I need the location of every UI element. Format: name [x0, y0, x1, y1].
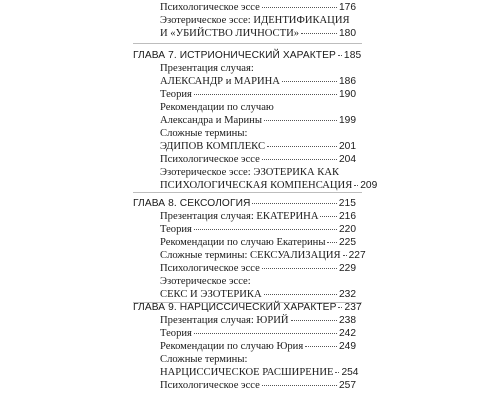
toc-entry-page: 242 [339, 328, 356, 339]
toc-entry-title: Психологическое эссе [160, 154, 260, 165]
toc-entry-page: 229 [339, 263, 356, 274]
toc-entry-title: Теория [160, 224, 192, 235]
chapter-page: 215 [338, 198, 356, 209]
toc-entry[interactable] [160, 367, 359, 379]
toc-entry-title: Александра и Марины [160, 115, 262, 126]
toc-entry-line[interactable] [160, 354, 356, 366]
chapter-page: 185 [343, 50, 362, 61]
toc-entry-title: Сложные термины: [160, 128, 248, 139]
toc-entry[interactable] [160, 315, 356, 327]
dot-leader [291, 320, 337, 321]
toc-entry[interactable] [160, 380, 356, 392]
toc-entry-page: 201 [339, 141, 356, 152]
toc-entry-page: 190 [339, 89, 356, 100]
chapter-heading[interactable] [133, 50, 362, 62]
dot-leader [301, 33, 337, 34]
toc-entry-page: 199 [339, 115, 356, 126]
dot-leader [194, 333, 337, 334]
toc-entry-page: 220 [339, 224, 356, 235]
toc-entry-line[interactable] [160, 167, 356, 179]
toc-entry-title: АЛЕКСАНДР и МАРИНА [160, 76, 280, 87]
dot-leader [264, 294, 337, 295]
toc-entry-page: 227 [348, 250, 366, 261]
toc-entry[interactable] [160, 289, 356, 301]
toc-entry[interactable] [160, 250, 366, 262]
chapter-title: ГЛАВА 8. СЕКСОЛОГИЯ [133, 198, 251, 209]
toc-entry-title: Сложные термины: [160, 354, 248, 365]
chapter-heading[interactable] [133, 198, 356, 210]
toc-entry[interactable] [160, 2, 356, 14]
toc-entry-page: 204 [339, 154, 356, 165]
dot-leader [267, 146, 337, 147]
toc-entry-title: Рекомендации по случаю Юрия [160, 341, 304, 352]
toc-entry-line[interactable] [160, 102, 356, 114]
dot-leader [252, 203, 336, 204]
toc-entry-page: 254 [341, 367, 359, 378]
toc-entry-title: НАРЦИССИЧЕСКОЕ РАСШИРЕНИЕ [160, 367, 334, 378]
toc-entry-title: Психологическое эссе [160, 263, 260, 274]
toc-entry-title: ЭДИПОВ КОМПЛЕКС [160, 141, 266, 152]
toc-entry[interactable] [160, 224, 356, 236]
dot-leader [262, 7, 337, 8]
dot-leader [327, 242, 337, 243]
toc-entry-page: 209 [360, 180, 378, 191]
toc-entry-page: 216 [339, 211, 356, 222]
toc-entry-title: ПСИХОЛОГИЧЕСКАЯ КОМПЕНСАЦИЯ [160, 180, 353, 191]
toc-entry[interactable] [160, 28, 356, 40]
dot-leader [262, 159, 337, 160]
dot-leader [262, 385, 337, 386]
toc-entry-page: 249 [339, 341, 356, 352]
toc-entry-title: Презентация случая: ЮРИЙ [160, 315, 289, 326]
toc-entry[interactable] [160, 76, 356, 88]
toc-entry-title: Рекомендации по случаю Екатерины [160, 237, 326, 248]
toc-entry-title: Эзотерическое эссе: ЭЗОТЕРИКА КАК [160, 167, 340, 178]
toc-entry[interactable] [160, 211, 356, 223]
section-divider [133, 192, 362, 193]
toc-entry-line[interactable] [160, 276, 356, 288]
toc-entry[interactable] [160, 237, 356, 249]
toc-entry-title: Эзотерическое эссе: ИДЕНТИФИКАЦИЯ [160, 15, 350, 26]
toc-entry-title: Рекомендации по случаю [160, 102, 274, 113]
chapter-heading[interactable] [133, 302, 362, 314]
dot-leader [194, 229, 337, 230]
toc-entry-page: 180 [339, 28, 356, 39]
toc-entry[interactable] [160, 263, 356, 275]
toc-entry-title: Эзотерическое эссе: [160, 276, 251, 287]
toc-entry-page: 225 [339, 237, 356, 248]
dot-leader [335, 372, 339, 373]
toc-entry-page: 232 [339, 289, 356, 300]
toc-entry-title: СЕКС И ЭЗОТЕРИКА [160, 289, 262, 300]
toc-entry[interactable] [160, 115, 356, 127]
toc-entry[interactable] [160, 328, 356, 340]
toc-entry-title: И «УБИЙСТВО ЛИЧНОСТИ» [160, 28, 300, 39]
chapter-page: 237 [344, 302, 362, 313]
toc-entry-page: 238 [339, 315, 356, 326]
toc-entry-line[interactable] [160, 15, 356, 27]
chapter-title: ГЛАВА 7. ИСТРИОНИЧЕСКИЙ ХАРАКТЕР [133, 50, 336, 61]
dot-leader [354, 185, 358, 186]
toc-entry-page: 257 [339, 380, 356, 391]
dot-leader [262, 268, 337, 269]
toc-entry-page: 186 [339, 76, 356, 87]
toc-entry[interactable] [160, 89, 356, 101]
toc-entry-title: Психологическое эссе [160, 380, 260, 391]
dot-leader [338, 55, 342, 56]
toc-entry-title: Презентация случая: ЕКАТЕРИНА [160, 211, 319, 222]
section-divider [133, 43, 362, 44]
toc-entry-line[interactable] [160, 128, 356, 140]
toc-entry[interactable] [160, 141, 356, 153]
dot-leader [282, 81, 337, 82]
dot-leader [264, 120, 337, 121]
dot-leader [338, 307, 342, 308]
dot-leader [305, 346, 337, 347]
dot-leader [343, 255, 347, 256]
toc-entry[interactable] [160, 341, 356, 353]
toc-entry-line[interactable] [160, 63, 356, 75]
toc-entry-title: Сложные термины: СЕКСУАЛИЗАЦИЯ [160, 250, 341, 261]
toc-entry-title: Презентация случая: [160, 63, 254, 74]
toc-entry-title: Теория [160, 328, 192, 339]
dot-leader [194, 94, 337, 95]
toc-entry[interactable] [160, 180, 378, 192]
toc-entry-page: 176 [339, 2, 356, 13]
toc-entry-title: Теория [160, 89, 192, 100]
dot-leader [320, 216, 337, 217]
chapter-title: ГЛАВА 9. НАРЦИССИЧЕСКИЙ ХАРАКТЕР [133, 302, 337, 313]
toc-entry[interactable] [160, 154, 356, 166]
toc-entry-title: Психологическое эссе [160, 2, 260, 13]
